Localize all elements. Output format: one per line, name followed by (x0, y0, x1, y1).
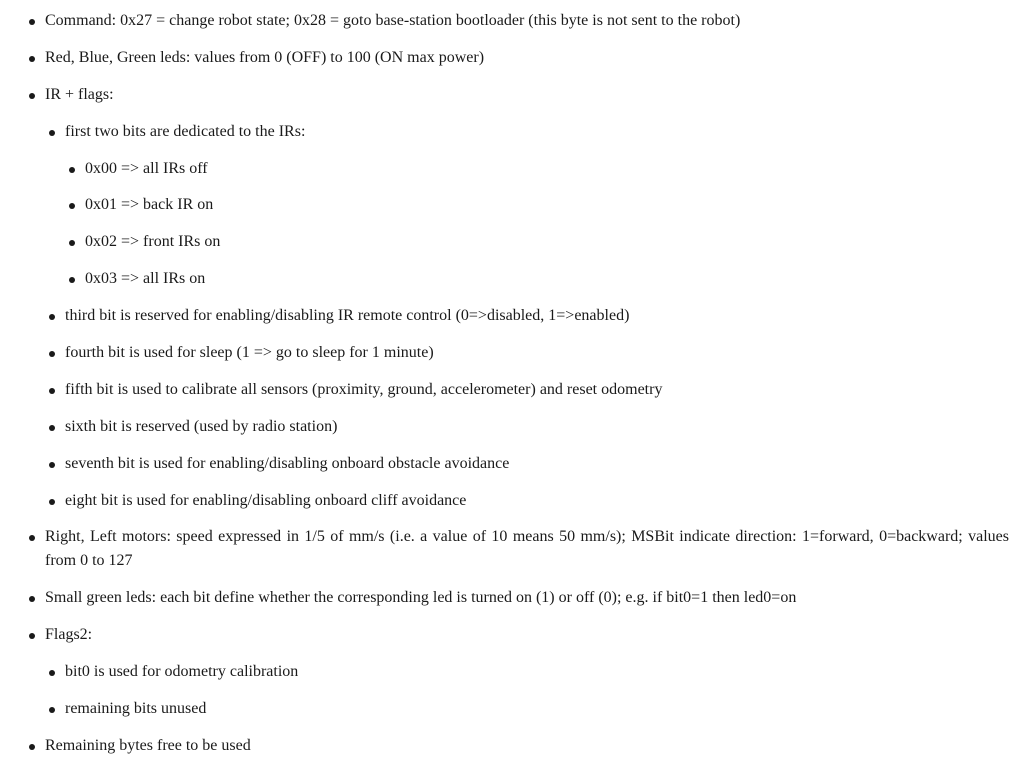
bullet-icon (69, 240, 75, 246)
list-item-rgb-leds (0, 46, 1016, 70)
list-item-text: 0x00 => all IRs off (85, 159, 208, 177)
list-item-text: 0x01 => back IR on (85, 196, 214, 214)
list-item-text: 0x02 => front IRs on (85, 233, 221, 251)
list-item-flag-bit (45, 489, 1009, 513)
bullet-icon (29, 744, 35, 750)
ir-flags-sublist (45, 120, 1009, 513)
list-item-small-green-leds (0, 586, 1016, 610)
bullet-icon (49, 707, 55, 713)
list-item-text: bit0 is used for odometry calibration (65, 663, 299, 681)
bullet-icon (29, 56, 35, 62)
bullet-icon (49, 499, 55, 505)
list-item-flag-bit (45, 341, 1009, 365)
list-item-flag-bit (45, 660, 1009, 684)
bullet-icon (49, 425, 55, 431)
bullet-icon (29, 93, 35, 99)
list-item-text: Command: 0x27 = change robot state; 0x28 = goto base-station bootloader (this byte is not sent to the robot) (45, 12, 741, 29)
list-item-text: sixth bit is reserved (used by radio station) (65, 417, 338, 435)
list-item-ir-value (65, 230, 1009, 254)
list-item-text: IR + flags: (45, 85, 114, 103)
flags2-sublist (45, 660, 1009, 721)
bullet-icon (49, 388, 55, 394)
list-item-flag-bit (45, 452, 1009, 476)
list-item-text: 0x03 => all IRs on (85, 270, 206, 288)
bullet-icon (29, 535, 35, 541)
list-item-motors (0, 525, 1016, 573)
list-item-text: third bit is reserved for enabling/disabling IR remote control (0=>disabled, 1=>enabled) (65, 307, 630, 325)
list-item-text: remaining bits unused (65, 700, 207, 718)
list-item-ir-value (65, 193, 1009, 217)
list-item-text: eight bit is used for enabling/disabling onboard cliff avoidance (65, 491, 467, 509)
bullet-icon (69, 277, 75, 283)
list-item-text: Small green leds: each bit define whether the corresponding led is turned on (1) or off (0); e.g. if bit0=1 then led0=on (45, 589, 797, 607)
bullet-icon (49, 351, 55, 357)
list-item-text: Flags2: (45, 626, 93, 644)
list-item-flags2 (0, 623, 1016, 721)
list-item-text: first two bits are dedicated to the IRs: (65, 122, 306, 140)
bullet-icon (49, 462, 55, 468)
list-item-remaining-bytes (0, 734, 1016, 758)
robot-packet-list (0, 9, 1016, 771)
bullet-icon (49, 130, 55, 136)
list-item-command (0, 9, 1016, 33)
list-item-text: Right, Left motors: speed expressed in 1/5 of mm/s (i.e. a value of 10 means 50 mm/s); MSBit indicate direction: 1=forward, 0=backward; values from 0 to 127 (45, 528, 1009, 570)
bullet-icon (29, 596, 35, 602)
list-item-text: seventh bit is used for enabling/disabling onboard obstacle avoidance (65, 454, 510, 472)
list-item-text: Red, Blue, Green leds: values from 0 (OFF) to 100 (ON max power) (45, 48, 485, 66)
bullet-icon (49, 670, 55, 676)
list-item-flag-bit (45, 304, 1009, 328)
list-item-ir-flags (0, 83, 1016, 513)
list-item-flag-bit (45, 697, 1009, 721)
list-item-text: fifth bit is used to calibrate all sensors (proximity, ground, accelerometer) and reset odometry (65, 380, 663, 398)
bullet-icon (29, 633, 35, 639)
bullet-icon (69, 167, 75, 173)
list-item-flag-bit (45, 415, 1009, 439)
list-item-ir-bits (45, 120, 1009, 292)
bullet-icon (69, 203, 75, 209)
list-item-ir-value (65, 157, 1009, 181)
bullet-icon (29, 19, 35, 25)
list-item-flag-bit (45, 378, 1009, 402)
list-item-ir-value (65, 267, 1009, 291)
ir-bits-sublist (65, 157, 1009, 292)
list-item-text: Remaining bytes free to be used (45, 736, 251, 754)
list-item-text: fourth bit is used for sleep (1 => go to sleep for 1 minute) (65, 344, 434, 362)
bullet-icon (49, 314, 55, 320)
